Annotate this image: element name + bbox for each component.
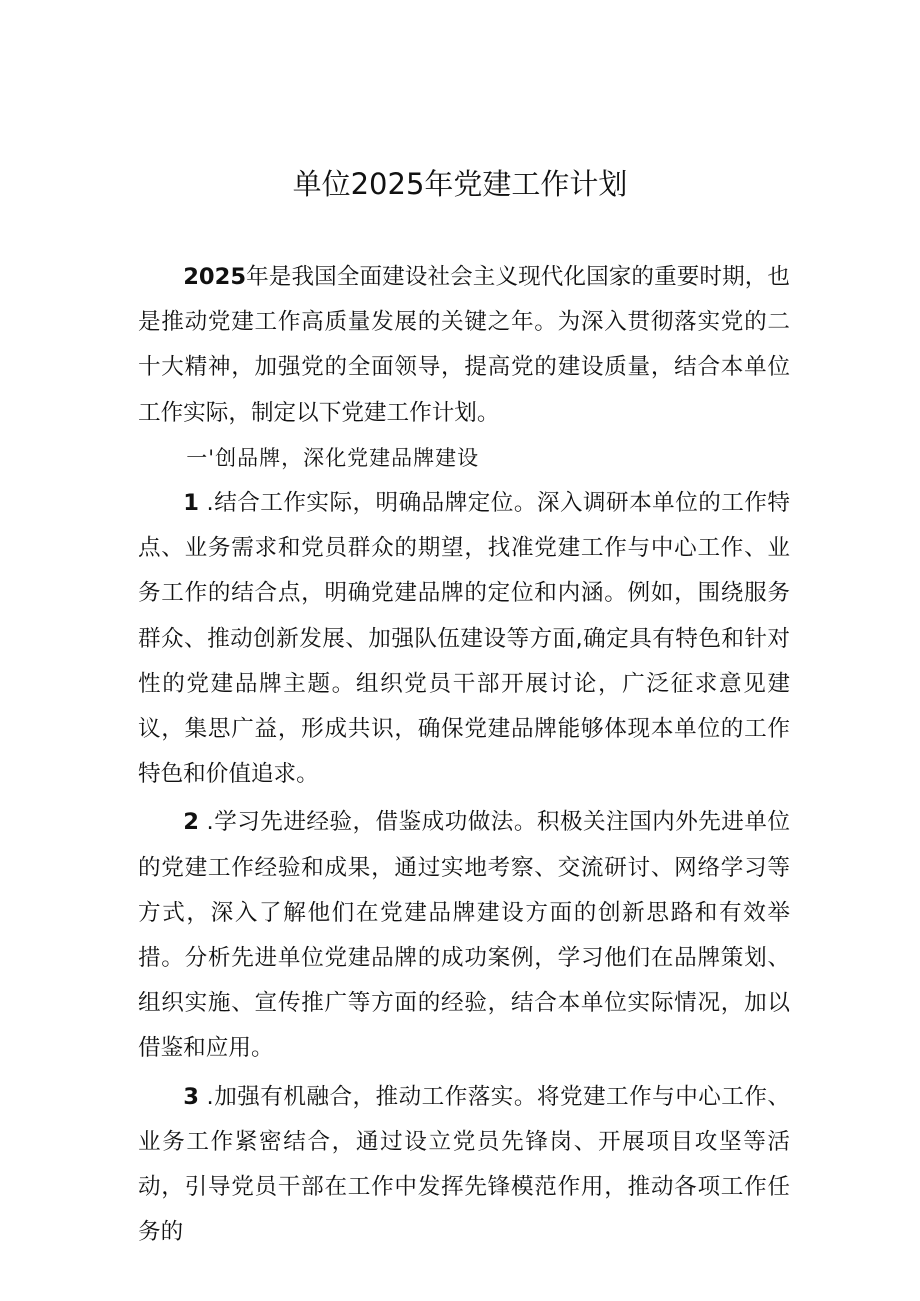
item-paragraph-3	[138, 1075, 790, 1256]
paragraph-text: .结合工作实际，明确品牌定位。深入调研本单位的工作特点、业务需求和党员群众的期望，找准党建工作与中心工作、业务工作的结合点，明确党建品牌的定位和内涵。例如，围绕服务群众、推动创新发展、加强队伍建设等方面,确定具有特色和针对性的党建品牌主题。组织党员干部开展讨论，广泛征求意见建议，集思广益，形成共识，确保党建品牌能够体现本单位的工作特色和价值追求。	[138, 490, 790, 788]
paragraph-lead-number: 2	[183, 809, 199, 836]
document-body	[138, 255, 790, 1255]
item-paragraph-2	[138, 800, 790, 1071]
section-heading: 一'创品牌，深化党建品牌建设	[186, 445, 480, 470]
paragraph-text: .加强有机融合，推动工作落实。将党建工作与中心工作、业务工作紧密结合，通过设立党员先锋岗、开展项目攻坚等活动，引导党员干部在工作中发挥先锋模范作用，推动各项工作任务的	[138, 1083, 790, 1246]
paragraph-lead-number: 3	[183, 1083, 199, 1110]
paragraph-lead-number: 2025	[183, 264, 247, 290]
item-paragraph-1	[138, 481, 790, 797]
paragraph-text: 年是我国全面建设社会主义现代化国家的重要时期，也是推动党建工作高质量发展的关键之年。为深入贯彻落实党的二十大精神，加强党的全面领导，提高党的建设质量，结合本单位工作实际，制定以下党建工作计划。	[138, 264, 790, 426]
intro-paragraph	[138, 255, 790, 436]
paragraph-text: .学习先进经验，借鉴成功做法。积极关注国内外先进单位的党建工作经验和成果，通过实地考察、交流研讨、网络学习等方式，深入了解他们在党建品牌建设方面的创新思路和有效举措。分析先进单位党建品牌的成功案例，学习他们在品牌策划、组织实施、宣传推广等方面的经验，结合本单位实际情况，加以借鉴和应用。	[138, 809, 790, 1062]
paragraph-lead-number: 1	[183, 490, 199, 517]
document-title: 单位2025年党建工作计划	[292, 167, 628, 201]
